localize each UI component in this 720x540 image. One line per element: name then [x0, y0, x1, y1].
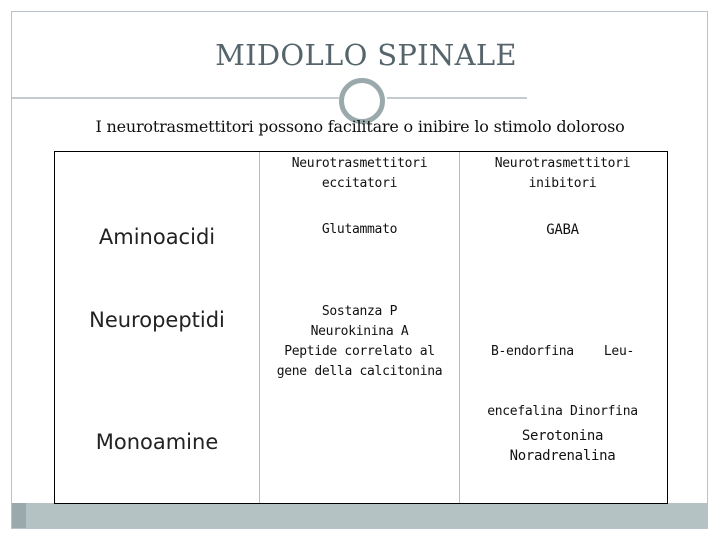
cell-line: encefalina Dinorfina — [487, 404, 638, 419]
cell-line: Peptide correlato al — [284, 344, 435, 359]
cell-line: gene della calcitonina — [276, 364, 443, 379]
footer-accent-block — [12, 503, 26, 528]
slide-title: MIDOLLO SPINALE — [215, 38, 517, 72]
cell-monoamine-inhibitory — [460, 426, 665, 466]
title-rule-right — [387, 97, 527, 99]
header-inhibitory-line2: inibitori — [528, 176, 597, 191]
row-label-neuropeptidi: Neuropeptidi — [89, 308, 225, 332]
slide-subtitle: I neurotrasmettitori possono facilitare o inibire lo stimolo doloroso — [95, 117, 625, 136]
header-excitatory-line1: Neurotrasmettitori — [291, 156, 428, 171]
cell-line: GABA — [546, 222, 579, 238]
row-label-aminoacidi: Aminoacidi — [98, 225, 216, 249]
header-excitatory — [260, 154, 459, 194]
cell-line: Neurokinina A — [310, 324, 409, 339]
header-excitatory-line2: eccitatori — [321, 176, 398, 191]
cell-aminoacidi-inhibitory — [460, 220, 665, 240]
cell-aminoacidi-excitatory — [260, 220, 459, 240]
cell-neuropeptidi-excitatory — [260, 302, 459, 382]
header-inhibitory — [460, 154, 665, 194]
row-label-monoamine: Monoamine — [95, 430, 219, 454]
cell-line: B-endorfina Leu- — [490, 344, 634, 359]
header-inhibitory-line1: Neurotrasmettitori — [494, 156, 631, 171]
title-rule-left — [12, 97, 339, 99]
cell-line: Glutammato — [321, 222, 398, 237]
cell-line: Serotonina — [521, 428, 604, 444]
cell-line: Sostanza P — [321, 304, 398, 319]
footer-band — [12, 503, 708, 528]
neurotransmitter-table — [54, 151, 668, 504]
cell-line: Noradrenalina — [509, 448, 616, 464]
